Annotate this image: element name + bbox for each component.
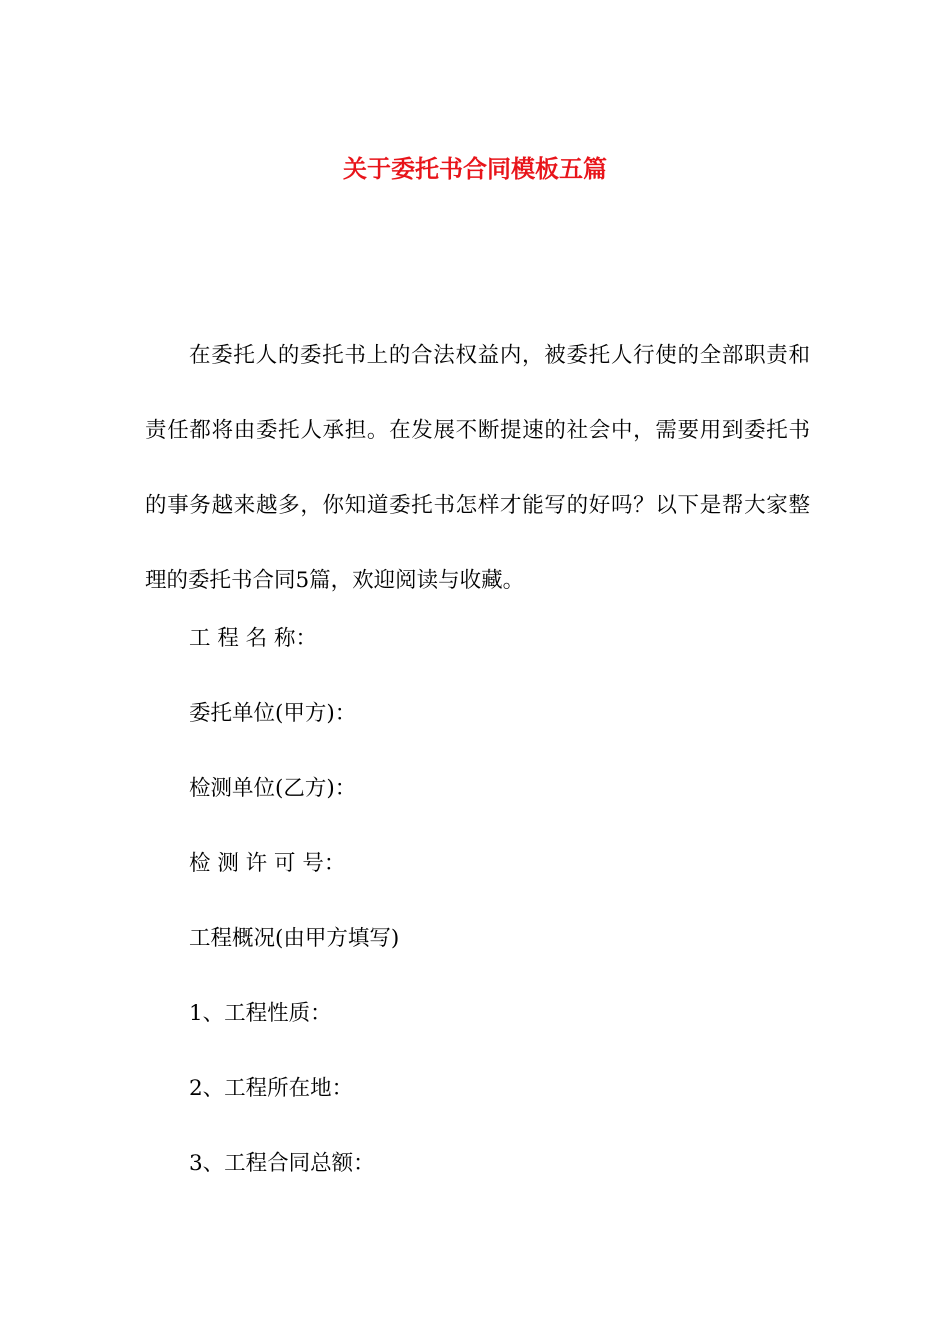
field-client-unit: 委托单位(甲方)： <box>189 701 357 726</box>
field-license-number: 检 测 许 可 号： <box>189 851 346 876</box>
field-contract-total: 3、工程合同总额： <box>189 1151 375 1176</box>
field-project-name: 工 程 名 称： <box>189 626 318 651</box>
field-project-nature: 1、工程性质： <box>189 1001 332 1026</box>
field-project-overview: 工程概况(由甲方填写) <box>189 926 400 951</box>
intro-paragraph: 在委托人的委托书上的合法权益内，被委托人行使的全部职责和责任都将由委托人承担。在发展不断提速的社会中，需要用到委托书的事务越来越多，你知道委托书怎样才能写的好吗？以下是帮大家整理的委托书合同5篇，欢迎阅读与收藏。 <box>145 343 810 593</box>
document-title: 关于委托书合同模板五篇 <box>343 154 607 184</box>
field-project-location: 2、工程所在地： <box>189 1076 354 1101</box>
field-testing-unit: 检测单位(乙方)： <box>189 776 357 801</box>
